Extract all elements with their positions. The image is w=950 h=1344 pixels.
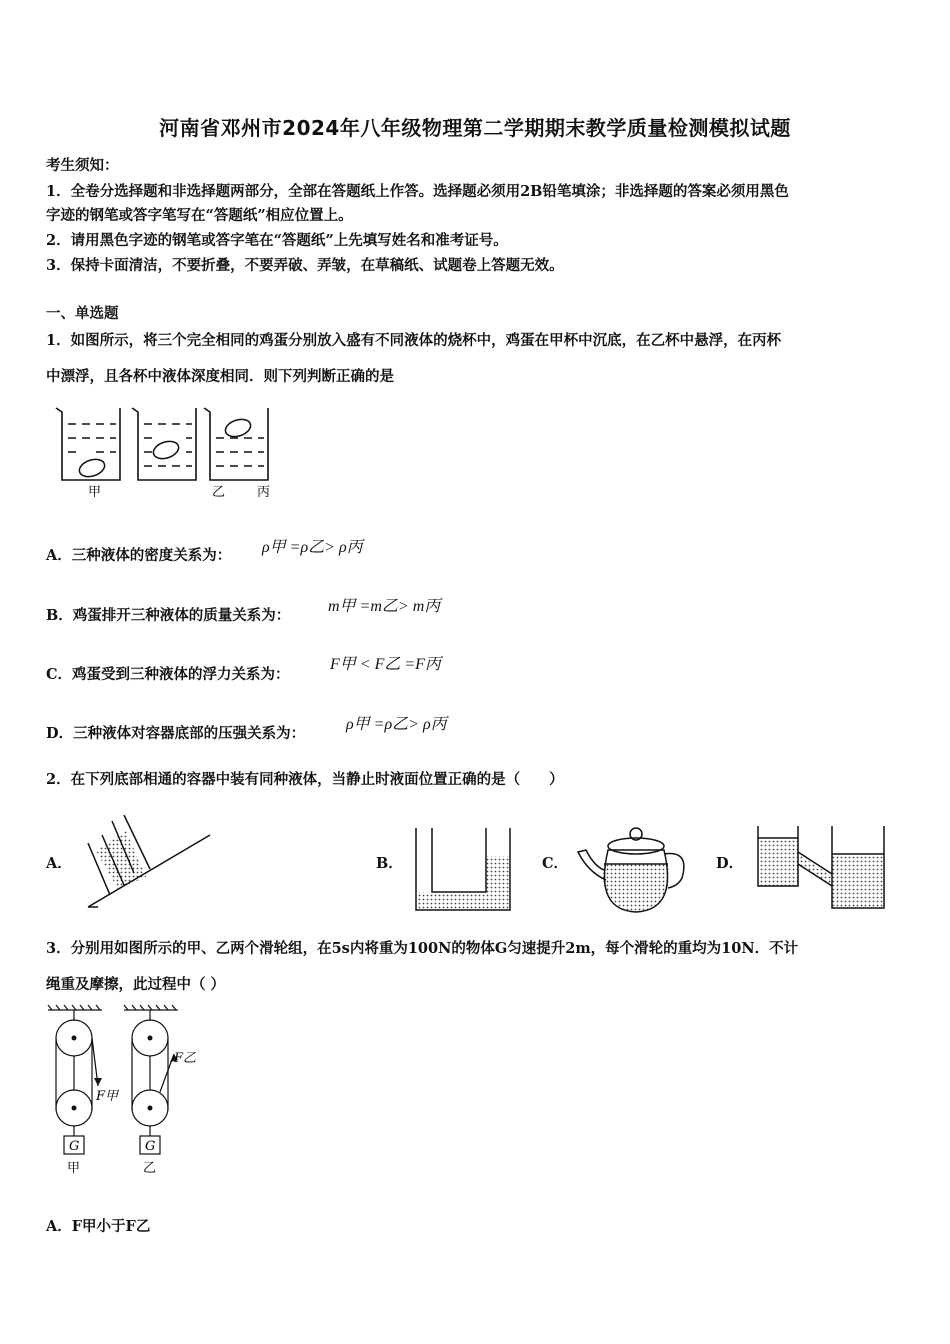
notice-item-2: 2．请用黑色字迹的钢笔或答字笔在“答题纸”上先填写姓名和准考证号。 bbox=[46, 232, 508, 249]
q1-option-d-formula: ρ甲 =ρ乙> ρ丙 bbox=[346, 716, 447, 733]
q3-label-jia: 甲 bbox=[67, 1161, 81, 1176]
q1-label-jia: 甲 bbox=[88, 485, 102, 500]
q2-option-a-label[interactable]: A． bbox=[46, 855, 72, 872]
notice-item-1: 1．全卷分选择题和非选择题两部分，全部在答题纸上作答。选择题必须用2B铅笔填涂；非选择题的答案必须用黑色 bbox=[46, 183, 789, 200]
q1-option-a[interactable] bbox=[46, 544, 231, 565]
q1-label-yi: 乙 bbox=[212, 485, 226, 500]
q2-option-b-figure bbox=[410, 826, 516, 912]
q3-label-yi: 乙 bbox=[143, 1161, 157, 1176]
q1-option-a-text: A．三种液体的密度关系为： bbox=[46, 547, 232, 564]
q1-option-d-text: D．三种液体对容器底部的压强关系为： bbox=[46, 725, 306, 742]
q2-stem: 2．在下列底部相通的容器中装有同种液体，当静止时液面位置正确的是（ ） bbox=[46, 771, 564, 788]
q1-option-b-text: B．鸡蛋排开三种液体的质量关系为： bbox=[46, 607, 291, 624]
q3-stem-line2: 绳重及摩擦，此过程中（ ） bbox=[46, 976, 226, 993]
q2-option-a-figure bbox=[84, 815, 214, 913]
q1-stem-line2: 中漂浮，且各杯中液体深度相同．则下列判断正确的是 bbox=[46, 368, 394, 385]
q1-option-c-formula: F甲 < F乙 =F丙 bbox=[330, 656, 441, 673]
q2-option-d-figure bbox=[752, 824, 888, 912]
q2-option-c-label[interactable]: C． bbox=[542, 855, 569, 872]
q1-label-bing: 丙 bbox=[257, 485, 271, 500]
q3-pulley-figure bbox=[42, 1004, 212, 1180]
q1-option-c[interactable] bbox=[46, 663, 290, 684]
notice-item-1-cont: 字迹的钢笔或答字笔写在“答题纸”相应位置上。 bbox=[46, 207, 353, 224]
q1-option-c-text: C．鸡蛋受到三种液体的浮力关系为： bbox=[46, 666, 290, 683]
q1-option-d[interactable] bbox=[46, 722, 305, 743]
q3-stem-line1: 3．分别用如图所示的甲、乙两个滑轮组，在5s内将重为100N的物体G匀速提升2m，每个滑轮的重均为10N．不计 bbox=[46, 940, 799, 957]
q2-option-b-label[interactable]: B． bbox=[376, 855, 403, 872]
q1-stem-line1: 1．如图所示，将三个完全相同的鸡蛋分别放入盛有不同液体的烧杯中，鸡蛋在甲杯中沉底，在乙杯中悬浮，在丙杯 bbox=[46, 332, 782, 349]
q1-option-b-formula: m甲 =m乙> m丙 bbox=[328, 598, 441, 615]
q2-option-d-label[interactable]: D． bbox=[716, 855, 744, 872]
notice-heading: 考生须知： bbox=[46, 157, 119, 174]
q3-weight-jia: G bbox=[69, 1139, 80, 1154]
q3-force-jia: F甲 bbox=[96, 1089, 119, 1104]
notice-item-3: 3．保持卡面清洁，不要折叠，不要弄破、弄皱，在草稿纸、试题卷上答题无效。 bbox=[46, 257, 564, 274]
page-title: 河南省邓州市2024年八年级物理第二学期期末教学质量检测模拟试题 bbox=[159, 116, 791, 140]
q3-option-a[interactable]: A．F甲小于F乙 bbox=[46, 1218, 151, 1235]
q1-option-a-formula: ρ甲 =ρ乙> ρ丙 bbox=[262, 539, 363, 556]
section-heading: 一、单选题 bbox=[46, 305, 119, 322]
q3-force-yi: F乙 bbox=[174, 1051, 197, 1066]
q3-weight-yi: G bbox=[145, 1139, 156, 1154]
q1-option-b[interactable] bbox=[46, 604, 290, 625]
q2-option-c-teapot bbox=[574, 820, 692, 916]
q1-beakers-figure bbox=[52, 402, 282, 502]
